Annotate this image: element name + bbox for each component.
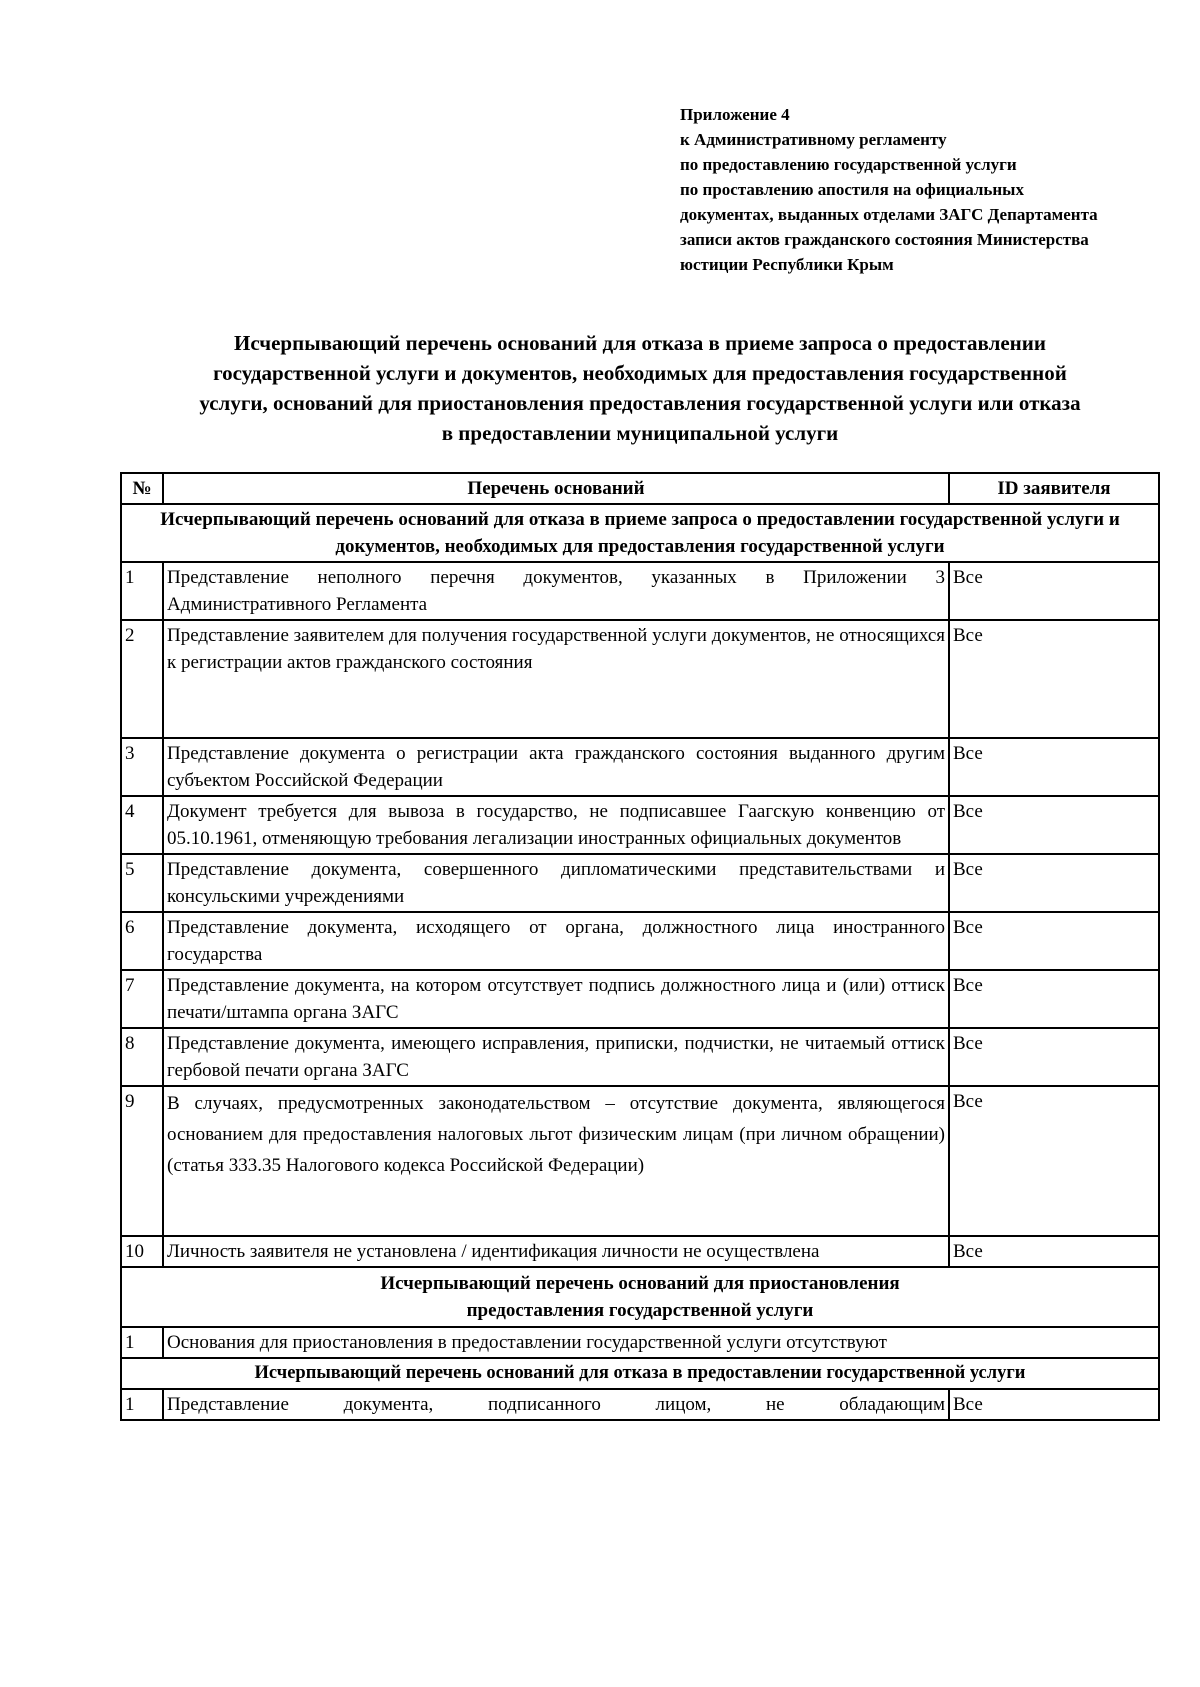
row-applicant-id: Все xyxy=(949,1236,1159,1267)
table-row xyxy=(121,562,1159,620)
document-title xyxy=(120,328,1160,448)
row-text: Представление заявителем для получения государственной услуги документов, не относящихся к регистрации актов гражданского состояния xyxy=(163,620,949,738)
row-applicant-id: Все xyxy=(949,1086,1159,1236)
section-title: Исчерпывающий перечень оснований для приостановления предоставления государственной услуги xyxy=(121,1267,1159,1327)
row-text: Личность заявителя не установлена / идентификация личности не осуществлена xyxy=(163,1236,949,1267)
table-row xyxy=(121,970,1159,1028)
row-num: 3 xyxy=(121,738,163,796)
table-row xyxy=(121,738,1159,796)
table-row xyxy=(121,1028,1159,1086)
row-text: Представление документа о регистрации акта гражданского состояния выданного другим субъектом Российской Федерации xyxy=(163,738,949,796)
appendix-note xyxy=(680,102,1180,277)
row-applicant-id: Все xyxy=(949,562,1159,620)
row-applicant-id: Все xyxy=(949,796,1159,854)
reasons-table xyxy=(120,472,1160,1421)
row-num: 1 xyxy=(121,562,163,620)
title-line: Исчерпывающий перечень оснований для отказа в приеме запроса о предоставлении xyxy=(234,331,1046,355)
row-text: Представление документа, на котором отсутствует подпись должностного лица и (или) оттиск печати/штампа органа ЗАГС xyxy=(163,970,949,1028)
row-text: Представление документа, имеющего исправления, приписки, подчистки, не читаемый оттиск гербовой печати органа ЗАГС xyxy=(163,1028,949,1086)
row-num: 1 xyxy=(121,1327,163,1358)
table-row xyxy=(121,1327,1159,1358)
row-applicant-id: Все xyxy=(949,912,1159,970)
header-reasons: Перечень оснований xyxy=(163,473,949,504)
row-text: Представление документа, совершенного дипломатическими представительствами и консульскими учреждениями xyxy=(163,854,949,912)
row-num: 1 xyxy=(121,1389,163,1420)
row-applicant-id: Все xyxy=(949,970,1159,1028)
title-line: услуги, оснований для приостановления предоставления государственной услуги или отказа xyxy=(199,391,1081,415)
table-row xyxy=(121,796,1159,854)
table-header-row xyxy=(121,473,1159,504)
table-row xyxy=(121,854,1159,912)
row-num: 5 xyxy=(121,854,163,912)
table-row xyxy=(121,620,1159,738)
section-row xyxy=(121,1267,1159,1327)
row-num: 8 xyxy=(121,1028,163,1086)
row-num: 2 xyxy=(121,620,163,738)
row-num: 4 xyxy=(121,796,163,854)
row-text: Представление неполного перечня документов, указанных в Приложении 3 Административного Регламента xyxy=(163,562,949,620)
row-text: Документ требуется для вывоза в государство, не подписавшее Гаагскую конвенцию от 05.10.1961, отменяющую требования легализации иностранных официальных документов xyxy=(163,796,949,854)
appendix-line: записи актов гражданского состояния Министерства xyxy=(680,230,1089,249)
title-line: государственной услуги и документов, необходимых для предоставления государственной xyxy=(213,361,1067,385)
row-num: 7 xyxy=(121,970,163,1028)
section-title: Исчерпывающий перечень оснований для отказа в приеме запроса о предоставлении государственной услуги и документов, необходимых для предоставления государственной услуги xyxy=(121,504,1159,562)
row-applicant-id: Все xyxy=(949,620,1159,738)
row-num: 9 xyxy=(121,1086,163,1236)
section-title: Исчерпывающий перечень оснований для отказа в предоставлении государственной услуги xyxy=(121,1358,1159,1389)
appendix-line: юстиции Республики Крым xyxy=(680,255,894,274)
row-text: Представление документа, исходящего от органа, должностного лица иностранного государства xyxy=(163,912,949,970)
appendix-line: к Административному регламенту xyxy=(680,130,947,149)
appendix-line: по проставлению апостиля на официальных xyxy=(680,180,1024,199)
row-applicant-id: Все xyxy=(949,1389,1159,1420)
table-row xyxy=(121,1389,1159,1420)
appendix-line: по предоставлению государственной услуги xyxy=(680,155,1017,174)
row-applicant-id: Все xyxy=(949,738,1159,796)
row-text: Основания для приостановления в предоставлении государственной услуги отсутствуют xyxy=(163,1327,1159,1358)
row-applicant-id: Все xyxy=(949,854,1159,912)
header-num: № xyxy=(121,473,163,504)
row-num: 6 xyxy=(121,912,163,970)
title-line: в предоставлении муниципальной услуги xyxy=(441,421,839,445)
row-applicant-id: Все xyxy=(949,1028,1159,1086)
row-num: 10 xyxy=(121,1236,163,1267)
table-row xyxy=(121,912,1159,970)
table-row xyxy=(121,1086,1159,1236)
row-text: Представление документа, подписанного лицом, не обладающим xyxy=(163,1389,949,1420)
appendix-line: Приложение 4 xyxy=(680,105,790,124)
section-row xyxy=(121,504,1159,562)
appendix-line: документах, выданных отделами ЗАГС Департамента xyxy=(680,205,1098,224)
section-row xyxy=(121,1358,1159,1389)
table-row xyxy=(121,1236,1159,1267)
header-applicant-id: ID заявителя xyxy=(949,473,1159,504)
row-text: В случаях, предусмотренных законодательством – отсутствие документа, являющегося основанием для предоставления налоговых льгот физическим лицам (при личном обращении) (статья 333.35 Налогового кодекса Российской Федерации) xyxy=(163,1086,949,1236)
